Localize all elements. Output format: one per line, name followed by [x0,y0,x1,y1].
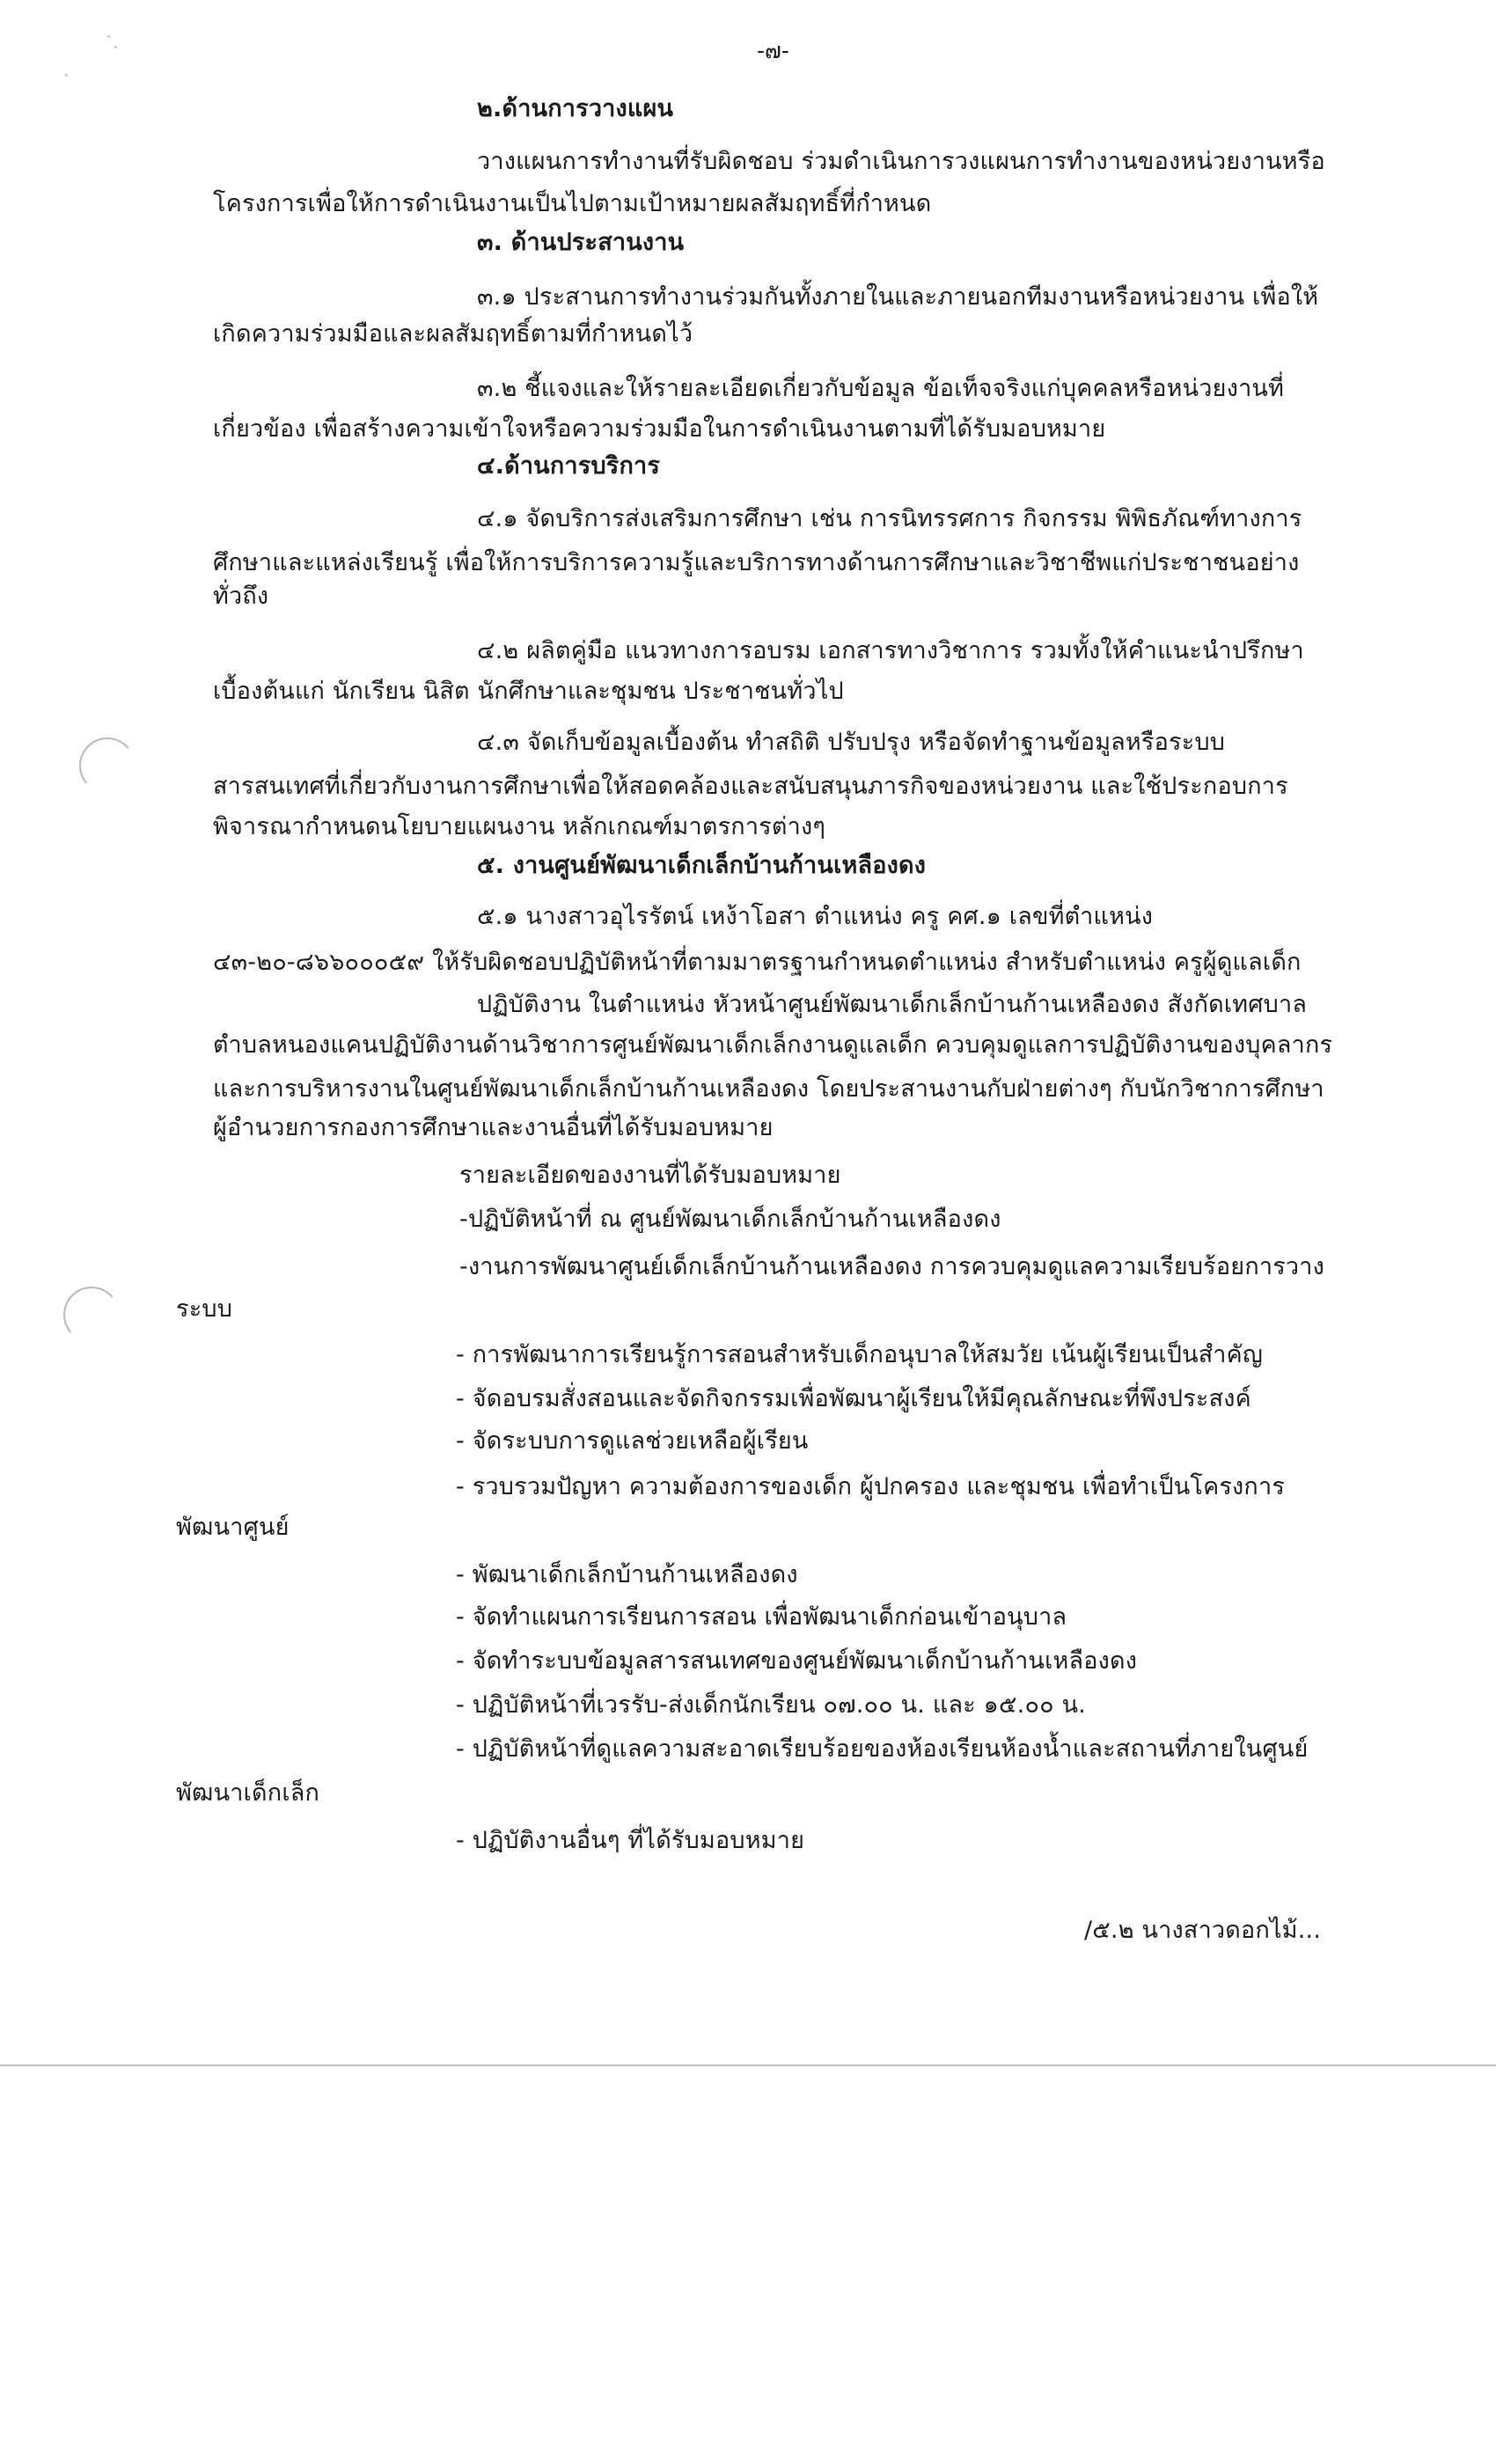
paragraph-line: ๓.๑ ประสานการทำงานร่วมกันทั้งภายในและภายนอกทีมงานหรือหน่วยงาน เพื่อให้ [477,283,1319,311]
paragraph-line: ๓.๒ ชี้แจงและให้รายละเอียดเกี่ยวกับข้อมูล ข้อเท็จจริงแก่บุคคลหรือหน่วยงานที่ [477,375,1285,402]
detail-item: - การพัฒนาการเรียนรู้การสอนสำหรับเด็กอนุบาลให้สมวัย เน้นผู้เรียนเป็นสำคัญ [456,1341,1264,1368]
paragraph-line: เกี่ยวข้อง เพื่อสร้างความเข้าใจหรือความร่วมมือในการดำเนินงานตามที่ได้รับมอบหมาย [213,415,1106,443]
punch-hole-mark [77,735,137,796]
detail-item: -งานการพัฒนาศูนย์เด็กเล็กบ้านก้านเหลืองดง การควบคุมดูแลความเรียบร้อยการวาง [459,1253,1325,1280]
scan-speck [65,74,68,77]
scan-speck [107,35,110,38]
detail-item: - จัดอบรมสั่งสอนและจัดกิจกรรมเพื่อพัฒนาผู้เรียนให้มีคุณลักษณะที่พึงประสงค์ [456,1385,1251,1412]
paragraph-line: ผู้อำนวยการกองการศึกษาและงานอื่นที่ได้รับมอบหมาย [213,1114,774,1141]
detail-item: - ปฏิบัติงานอื่นๆ ที่ได้รับมอบหมาย [456,1827,805,1854]
detail-item: -ปฏิบัติหน้าที่ ณ ศูนย์พัฒนาเด็กเล็กบ้านก้านเหลืองดง [459,1206,1001,1233]
section-4-heading: ๔.ด้านการบริการ [477,452,661,480]
detail-item: - พัฒนาเด็กเล็กบ้านก้านเหลืองดง [456,1561,798,1588]
page-number: -๗- [757,38,789,63]
section-5-heading: ๕. งานศูนย์พัฒนาเด็กเล็กบ้านก้านเหลืองดง [477,852,927,879]
paragraph-line: ศึกษาและแหล่งเรียนรู้ เพื่อให้การบริการความรู้และบริการทางด้านการศึกษาและวิชาชีพแก่ประชาชนอย่าง [213,549,1300,576]
detail-heading: รายละเอียดของงานที่ได้รับมอบหมาย [459,1162,841,1189]
paragraph-line: ทั่วถึง [213,583,269,610]
detail-item: - ปฏิบัติหน้าที่เวรรับ-ส่งเด็กนักเรียน ๐๗.๐๐ น. และ ๑๕.๐๐ น. [456,1691,1087,1719]
scan-speck [114,46,117,48]
section-2-heading: ๒.ด้านการวางแผน [477,95,674,122]
paragraph-line: เกิดความร่วมมือและผลสัมฤทธิ์ตามที่กำหนดไว้ [213,320,693,348]
detail-item: - ปฏิบัติหน้าที่ดูแลความสะอาดเรียบร้อยของห้องเรียนห้องน้ำและสถานที่ภายในศูนย์ [456,1735,1309,1763]
paragraph-line: และการบริหารงานในศูนย์พัฒนาเด็กเล็กบ้านก้านเหลืองดง โดยประสานงานกับฝ่ายต่างๆ กับนักวิชาการศึกษา [213,1075,1324,1103]
punch-hole-mark [61,1284,121,1345]
continuation-marker: /๕.๒ นางสาวดอกไม้... [1084,1917,1322,1944]
scan-edge-line [0,2064,1496,2066]
paragraph-line: สารสนเทศที่เกี่ยวกับงานการศึกษาเพื่อให้สอดคล้องและสนับสนุนภารกิจของหน่วยงาน และใช้ประกอบการ [213,773,1288,800]
paragraph-line: ตำบลหนองแคนปฏิบัติงานด้านวิชาการศูนย์พัฒนาเด็กเล็กงานดูแลเด็ก ควบคุมดูแลการปฏิบัติงานของบุคลากร [213,1031,1333,1059]
section-3-heading: ๓. ด้านประสานงาน [477,229,685,256]
detail-item-continued: พัฒนาเด็กเล็ก [176,1779,320,1807]
paragraph-line: ๔.๒ ผลิตคู่มือ แนวทางการอบรม เอกสารทางวิชาการ รวมทั้งให้คำแนะนำปรึกษา [477,637,1304,664]
paragraph-line: วางแผนการทำงานที่รับผิดชอบ ร่วมดำเนินการวงแผนการทำงานของหน่วยงานหรือ [477,148,1325,175]
paragraph-line: ๕.๑ นางสาวอุไรรัตน์ เหง้าโอสา ตำแหน่ง ครู คศ.๑ เลขที่ตำแหน่ง [477,903,1154,930]
paragraph-line: ๔.๑ จัดบริการส่งเสริมการศึกษา เช่น การนิทรรศการ กิจกรรม พิพิธภัณฑ์ทางการ [477,505,1302,532]
detail-item: - จัดทำระบบข้อมูลสารสนเทศของศูนย์พัฒนาเด็กบ้านก้านเหลืองดง [456,1647,1138,1675]
paragraph-line: เบื้องต้นแก่ นักเรียน นิสิต นักศึกษาและชุมชน ประชาชนทั่วไป [213,678,844,705]
paragraph-line: ๔.๓ จัดเก็บข้อมูลเบื้องต้น ทำสถิติ ปรับปรุง หรือจัดทำฐานข้อมูลหรือระบบ [477,729,1226,756]
paragraph-line: ปฏิบัติงาน ในตำแหน่ง หัวหน้าศูนย์พัฒนาเด็กเล็กบ้านก้านเหลืองดง สังกัดเทศบาล [477,991,1308,1018]
paragraph-line: โครงการเพื่อให้การดำเนินงานเป็นไปตามเป้าหมายผลสัมฤทธิ์ที่กำหนด [213,190,932,217]
paragraph-line: พิจารณากำหนดนโยบายแผนงาน หลักเกณฑ์มาตรการต่างๆ [213,813,826,840]
paragraph-line: ๔๓-๒๐-๘๖๖๐๐๐๕๙ ให้รับผิดชอบปฏิบัติหน้าที่ตามมาตรฐานกำหนดตำแหน่ง สำหรับตำแหน่ง ครูผู้ดูแลเด็ก [213,949,1302,976]
detail-item: - จัดทำแผนการเรียนการสอน เพื่อพัฒนาเด็กก่อนเข้าอนุบาล [456,1603,1067,1631]
detail-item: - จัดระบบการดูแลช่วยเหลือผู้เรียน [456,1427,809,1455]
detail-item-continued: พัฒนาศูนย์ [176,1514,290,1541]
detail-item-continued: ระบบ [176,1295,233,1323]
detail-item: - รวบรวมปัญหา ความต้องการของเด็ก ผู้ปกครอง และชุมชน เพื่อทำเป็นโครงการ [456,1473,1286,1500]
